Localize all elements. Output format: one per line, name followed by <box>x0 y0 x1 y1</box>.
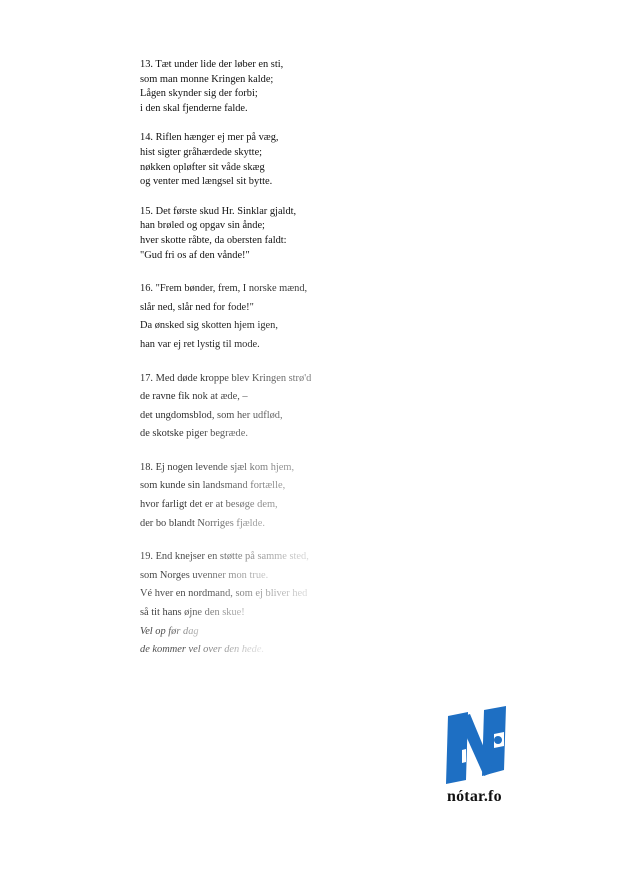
poem-line: 14. Riflen hænger ej mer på væg, <box>140 132 279 144</box>
poem-line: Lågen skynder sig der forbi; <box>140 88 258 100</box>
poem-line: Vé hver en nordmand, som ej bliver hed <box>140 587 307 602</box>
stanza <box>140 278 420 352</box>
poem-line: Da ønsked sig skotten hjem igen, <box>140 319 278 334</box>
poem-line: det ungdomsblod, som her udflød, <box>140 409 283 424</box>
poem-text <box>140 58 420 673</box>
poem-line: som man monne Kringen kalde; <box>140 73 274 85</box>
poem-line: de skotske piger begræde. <box>140 427 248 442</box>
stanza <box>140 546 420 658</box>
poem-line: de ravne fik nok at æde, – <box>140 390 248 405</box>
stanza <box>140 205 420 263</box>
poem-line: som Norges uvenner mon true. <box>140 569 268 584</box>
stanza <box>140 58 420 116</box>
poem-line: hvor farligt det er at besøge dem, <box>140 498 278 513</box>
stanza <box>140 131 420 189</box>
poem-line: 13. Tæt under lide der løber en sti, <box>140 59 284 70</box>
poem-line: 19. End knejser en støtte på samme sted, <box>140 550 309 565</box>
poem-line: 17. Med døde kroppe blev Kringen strø'd <box>140 372 311 387</box>
poem-line: som kunde sin landsmand fortælle, <box>140 479 285 494</box>
poem-line: 16. "Frem bønder, frem, I norske mænd, <box>140 282 307 297</box>
poem-line: han var ej ret lystig til mode. <box>140 338 260 353</box>
poem-line: han brøled og opgav sin ånde; <box>140 220 265 232</box>
poem-line: de kommer vel over den hede. <box>140 643 264 658</box>
poem-line: nøkken opløfter sit våde skæg <box>140 161 265 173</box>
notar-logo-graphic <box>444 706 510 786</box>
stanza <box>140 457 420 531</box>
logo-wordmark: nótar.fo <box>447 788 502 805</box>
poem-line: 15. Det første skud Hr. Sinklar gjaldt, <box>140 205 297 217</box>
notar-logo-icon <box>444 706 516 786</box>
poem-line: så tit hans øjne den skue! <box>140 606 245 621</box>
poem-line: Vel op før dag <box>140 625 199 640</box>
poem-line: hist sigter gråhærdede skytte; <box>140 146 263 158</box>
poem-line: 18. Ej nogen levende sjæl kom hjem, <box>140 461 294 476</box>
poem-line: i den skal fjenderne falde. <box>140 102 248 114</box>
poem-line: og venter med længsel sit bytte. <box>140 176 273 188</box>
poem-line: slår ned, slår ned for fode!" <box>140 301 254 316</box>
stanza <box>140 368 420 442</box>
poem-line: der bo blandt Norriges fjælde. <box>140 517 265 532</box>
poem-line: hver skotte råbte, da obersten faldt: <box>140 234 287 246</box>
poem-line: "Gud fri os af den vånde!" <box>140 249 250 261</box>
